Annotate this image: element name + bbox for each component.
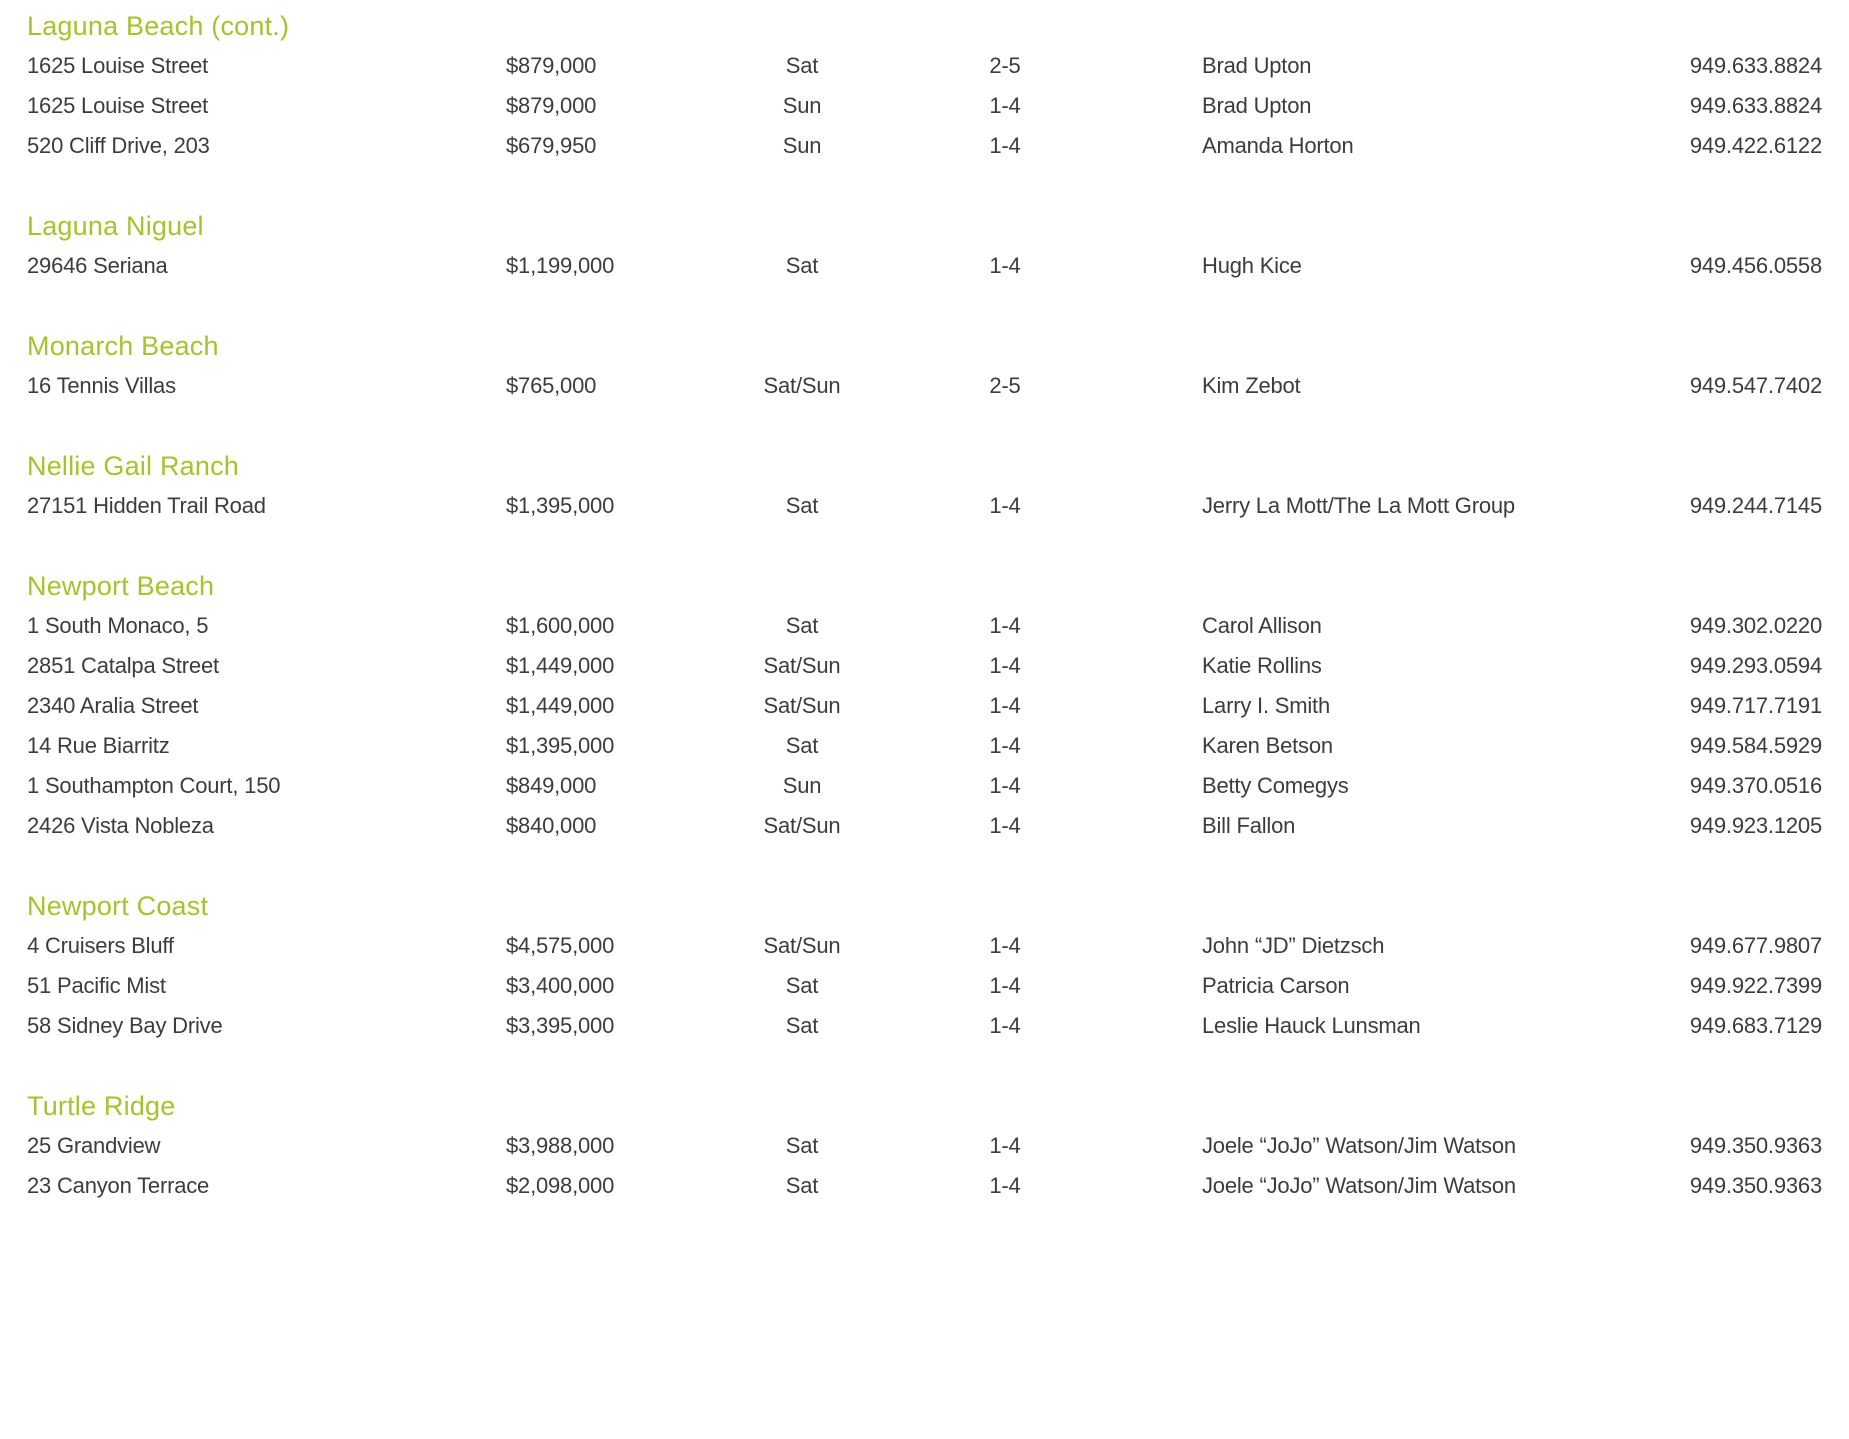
- listing-agent: Carol Allison: [1202, 613, 1322, 638]
- listing-address: 25 Grandview: [27, 1133, 161, 1158]
- listing-time: 1-4: [989, 1173, 1021, 1198]
- listing-time: 1-4: [989, 693, 1021, 718]
- listing-row: [27, 366, 1822, 406]
- listing-agent: Brad Upton: [1202, 93, 1312, 118]
- listing-phone: 949.370.0516: [1689, 773, 1822, 798]
- listing-price: $1,395,000: [506, 493, 615, 518]
- listing-agent: Kim Zebot: [1202, 373, 1301, 398]
- listing-rows: [27, 46, 1822, 166]
- listing-row: [27, 1126, 1822, 1166]
- listing-address: 2426 Vista Nobleza: [27, 813, 214, 838]
- city-section: [27, 326, 1822, 406]
- listing-price: $4,575,000: [506, 933, 615, 958]
- listing-rows: [27, 366, 1822, 406]
- listing-time: 1-4: [989, 773, 1021, 798]
- listing-price: $879,000: [506, 53, 597, 78]
- listing-phone: 949.922.7399: [1689, 973, 1822, 998]
- listing-address: 2851 Catalpa Street: [27, 653, 219, 678]
- listing-day: Sun: [782, 773, 822, 798]
- listing-price: $849,000: [506, 773, 597, 798]
- listing-row: [27, 806, 1822, 846]
- listing-address: 58 Sidney Bay Drive: [27, 1013, 223, 1038]
- listing-phone: 949.677.9807: [1689, 933, 1822, 958]
- listing-price: $879,000: [506, 93, 597, 118]
- listing-day: Sat: [785, 1013, 819, 1038]
- listing-address: 16 Tennis Villas: [27, 373, 176, 398]
- listing-phone: 949.350.9363: [1689, 1173, 1822, 1198]
- listing-rows: [27, 486, 1822, 526]
- city-section: [27, 6, 1822, 166]
- city-header: Newport Coast: [27, 891, 209, 921]
- listing-phone: 949.633.8824: [1689, 53, 1822, 78]
- listing-time: 1-4: [989, 133, 1021, 158]
- listing-rows: [27, 1126, 1822, 1206]
- city-section: [27, 566, 1822, 846]
- listing-agent: Hugh Kice: [1202, 253, 1302, 278]
- listing-day: Sat/Sun: [763, 373, 841, 398]
- listing-phone: 949.244.7145: [1689, 493, 1822, 518]
- listing-day: Sat: [785, 973, 819, 998]
- listing-agent: Bill Fallon: [1202, 813, 1296, 838]
- listing-agent: Karen Betson: [1202, 733, 1333, 758]
- listing-address: 29646 Seriana: [27, 253, 168, 278]
- listing-price: $3,395,000: [506, 1013, 615, 1038]
- listing-phone: 949.293.0594: [1689, 653, 1822, 678]
- listing-phone: 949.547.7402: [1689, 373, 1822, 398]
- listing-time: 1-4: [989, 813, 1021, 838]
- listing-address: 520 Cliff Drive, 203: [27, 133, 210, 158]
- listing-row: [27, 646, 1822, 686]
- listing-agent: Patricia Carson: [1202, 973, 1350, 998]
- listing-row: [27, 766, 1822, 806]
- listing-day: Sat: [785, 733, 819, 758]
- listing-row: [27, 126, 1822, 166]
- listing-agent: Amanda Horton: [1202, 133, 1354, 158]
- listing-phone: 949.584.5929: [1689, 733, 1822, 758]
- listing-address: 4 Cruisers Bluff: [27, 933, 174, 958]
- listing-agent: Betty Comegys: [1202, 773, 1349, 798]
- listing-address: 1625 Louise Street: [27, 53, 209, 78]
- listing-time: 1-4: [989, 653, 1021, 678]
- listing-rows: [27, 246, 1822, 286]
- listing-price: $1,395,000: [506, 733, 615, 758]
- listing-address: 1 South Monaco, 5: [27, 613, 209, 638]
- listing-time: 1-4: [989, 93, 1021, 118]
- listing-rows: [27, 606, 1822, 846]
- city-section: [27, 886, 1822, 1046]
- listing-phone: 949.923.1205: [1689, 813, 1822, 838]
- listing-row: [27, 926, 1822, 966]
- listing-row: [27, 246, 1822, 286]
- listing-phone: 949.633.8824: [1689, 93, 1822, 118]
- listing-agent: Jerry La Mott/The La Mott Group: [1202, 493, 1515, 518]
- listing-address: 1625 Louise Street: [27, 93, 209, 118]
- listing-row: [27, 606, 1822, 646]
- city-header: Monarch Beach: [27, 331, 219, 361]
- city-header: Nellie Gail Ranch: [27, 451, 239, 481]
- listing-day: Sat/Sun: [763, 693, 841, 718]
- listing-time: 2-5: [989, 373, 1021, 398]
- listing-row: [27, 686, 1822, 726]
- listing-address: 51 Pacific Mist: [27, 973, 166, 998]
- listing-row: [27, 1166, 1822, 1206]
- listing-price: $1,199,000: [506, 253, 615, 278]
- city-header: Laguna Beach (cont.): [27, 11, 290, 41]
- city-section: [27, 206, 1822, 286]
- city-header: Newport Beach: [27, 571, 215, 601]
- listing-agent: Katie Rollins: [1202, 653, 1322, 678]
- listing-address: 23 Canyon Terrace: [27, 1173, 210, 1198]
- listing-day: Sat/Sun: [763, 653, 841, 678]
- listing-price: $1,449,000: [506, 653, 615, 678]
- listing-row: [27, 1006, 1822, 1046]
- city-section: [27, 446, 1822, 526]
- city-header: Turtle Ridge: [27, 1091, 176, 1121]
- listing-agent: Larry I. Smith: [1202, 693, 1331, 718]
- listing-agent: Joele “JoJo” Watson/Jim Watson: [1202, 1133, 1516, 1158]
- listing-price: $1,449,000: [506, 693, 615, 718]
- listing-day: Sat: [785, 1173, 819, 1198]
- listing-day: Sat: [785, 53, 819, 78]
- listing-price: $3,988,000: [506, 1133, 615, 1158]
- listing-time: 1-4: [989, 1133, 1021, 1158]
- listing-agent: Joele “JoJo” Watson/Jim Watson: [1202, 1173, 1516, 1198]
- listing-address: 27151 Hidden Trail Road: [27, 493, 266, 518]
- listing-phone: 949.456.0558: [1689, 253, 1822, 278]
- listing-rows: [27, 926, 1822, 1046]
- listing-row: [27, 86, 1822, 126]
- listing-address: 2340 Aralia Street: [27, 693, 199, 718]
- listing-day: Sat: [785, 613, 819, 638]
- listing-time: 1-4: [989, 493, 1021, 518]
- listing-time: 1-4: [989, 973, 1021, 998]
- listing-phone: 949.683.7129: [1689, 1013, 1822, 1038]
- listing-day: Sat/Sun: [763, 813, 841, 838]
- listing-address: 14 Rue Biarritz: [27, 733, 170, 758]
- listing-price: $3,400,000: [506, 973, 615, 998]
- listing-day: Sat: [785, 1133, 819, 1158]
- listing-time: 1-4: [989, 933, 1021, 958]
- listing-day: Sat: [785, 253, 819, 278]
- listing-day: Sat/Sun: [763, 933, 841, 958]
- listing-phone: 949.717.7191: [1689, 693, 1822, 718]
- listing-day: Sun: [782, 93, 822, 118]
- listing-price: $1,600,000: [506, 613, 615, 638]
- listing-phone: 949.422.6122: [1689, 133, 1822, 158]
- listing-agent: Leslie Hauck Lunsman: [1202, 1013, 1421, 1038]
- listing-agent: Brad Upton: [1202, 53, 1312, 78]
- listing-day: Sat: [785, 493, 819, 518]
- city-header: Laguna Niguel: [27, 211, 204, 241]
- listing-time: 1-4: [989, 253, 1021, 278]
- listing-time: 1-4: [989, 613, 1021, 638]
- listing-row: [27, 486, 1822, 526]
- listing-price: $765,000: [506, 373, 597, 398]
- listing-time: 1-4: [989, 733, 1021, 758]
- listing-phone: 949.302.0220: [1689, 613, 1822, 638]
- listing-address: 1 Southampton Court, 150: [27, 773, 281, 798]
- listing-time: 1-4: [989, 1013, 1021, 1038]
- listing-row: [27, 46, 1822, 86]
- listing-price: $679,950: [506, 133, 597, 158]
- listing-phone: 949.350.9363: [1689, 1133, 1822, 1158]
- city-section: [27, 1086, 1822, 1206]
- listing-time: 2-5: [989, 53, 1021, 78]
- listing-price: $2,098,000: [506, 1173, 615, 1198]
- listing-row: [27, 966, 1822, 1006]
- listing-agent: John “JD” Dietzsch: [1202, 933, 1385, 958]
- listing-row: [27, 726, 1822, 766]
- listing-day: Sun: [782, 133, 822, 158]
- listing-price: $840,000: [506, 813, 597, 838]
